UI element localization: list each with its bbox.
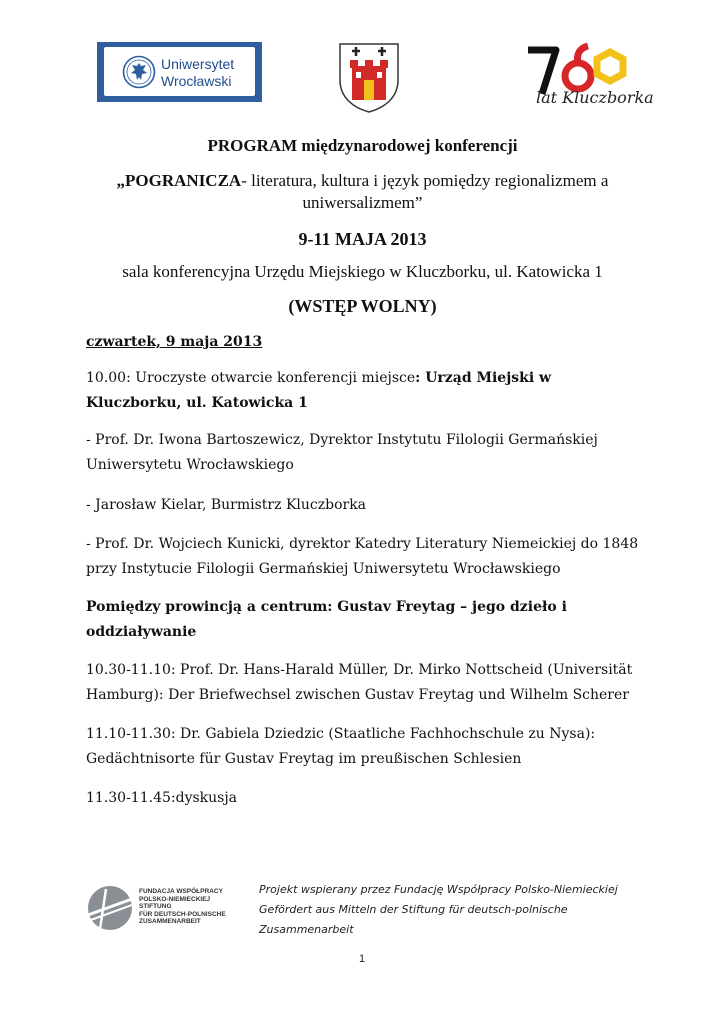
program-item-talk: 11.10-11.30: Dr. Gabiela Dziedzic (Staatliche Fachhochschule zu Nysa): Gedächtnisorte für Gustav Freytag im preußischen Schlesien: [86, 726, 596, 767]
program-item-speaker: - Prof. Dr. Iwona Bartoszewicz, Dyrektor Instytutu Filologii Germańskiej Uniwersytetu Wrocławskiego: [86, 432, 598, 473]
foundation-line: FÜR DEUTSCH-POLNISCHE: [139, 910, 226, 918]
page-number: 1: [358, 953, 366, 965]
section-heading: Pomiędzy prowincją a centrum: Gustav Freytag – jego dzieło i oddziaływanie: [86, 599, 567, 640]
kluczbork-crest-icon: [338, 42, 400, 114]
funding-note-line: Zusammenarbeit: [259, 923, 354, 936]
program-item-talk: 10.30-11.10: Prof. Dr. Hans-Harald Müller, Dr. Mirko Nottscheid (Universität Hamburg): Der Briefwechsel zwischen Gustav Freytag und Wilhelm Scherer: [86, 662, 633, 703]
opening-text: 10.00: Uroczyste otwarcie konferencji miejsce: [86, 370, 416, 386]
program-item-discussion: 11.30-11.45:dyskusja: [86, 790, 238, 806]
foundation-line: STIFTUNG: [139, 903, 172, 911]
foundation-name: [139, 888, 226, 926]
university-name-line2: Wrocławski: [161, 73, 232, 89]
admission-note: (WSTĘP WOLNY): [288, 296, 437, 316]
university-logo: [97, 42, 262, 102]
conference-title: [60, 170, 665, 214]
program-item-speaker: - Jarosław Kielar, Burmistrz Kluczborka: [86, 497, 367, 513]
opening-place: : Urząd Miejski w Kluczborku, ul. Katowicka 1: [86, 370, 552, 411]
anniversary-logo: [522, 42, 654, 112]
foundation-line: FUNDACJA WSPÓŁPRACY: [139, 888, 223, 895]
funding-note-line: Projekt wspierany przez Fundację Współpracy Polsko-Niemieckiej: [259, 883, 618, 896]
conference-venue: sala konferencyjna Urzędu Miejskiego w Kluczborku, ul. Katowicka 1: [122, 262, 603, 281]
foundation-line: ZUSAMMENARBEIT: [139, 918, 201, 926]
conference-dates: 9-11 MAJA 2013: [298, 229, 427, 249]
program-item-speaker: - Prof. Dr. Wojciech Kunicki, dyrektor Katedry Literatury Niemeickiej do 1848 przy Instytucie Filologii Germańskiej Uniwersytetu Wrocławskiego: [86, 536, 639, 577]
program-item-opening: [86, 366, 646, 416]
foundation-line: POLSKO-NIEMIECKIEJ: [139, 895, 211, 903]
conference-title-rest: - literatura, kultura i język pomiędzy regionalizmem a uniwersalizmem”: [241, 171, 609, 212]
day-heading: czwartek, 9 maja 2013: [86, 334, 263, 350]
conference-title-bold: „POGRANICZA: [116, 171, 242, 190]
anniversary-text: lat Kluczborka: [536, 88, 654, 107]
funding-note-line: Gefördert aus Mitteln der Stiftung für deutsch-polnische: [259, 903, 568, 916]
program-heading: PROGRAM międzynarodowej konferencji: [207, 136, 518, 155]
foundation-logo-icon: [86, 885, 136, 931]
university-name-line1: Uniwersytet: [161, 56, 235, 72]
eagle-emblem-icon: [122, 55, 156, 89]
funding-note: [259, 880, 659, 940]
